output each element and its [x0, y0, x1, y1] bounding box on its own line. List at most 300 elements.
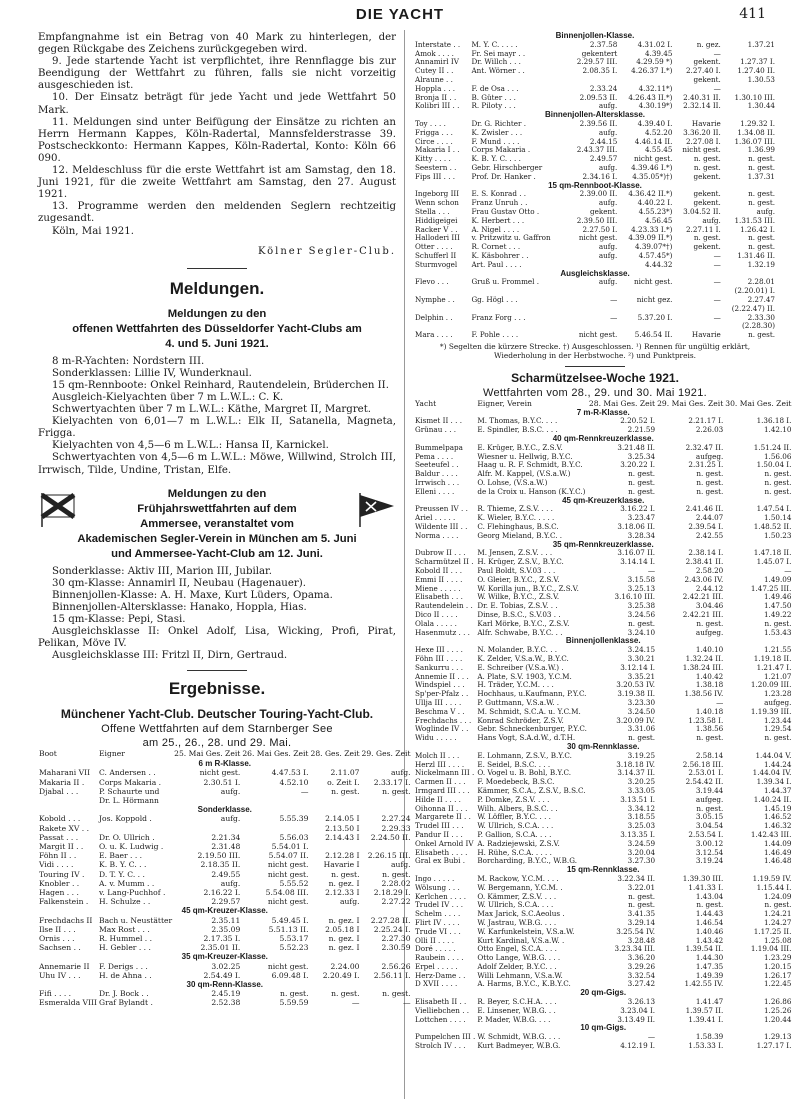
time-cell: 1.22.45	[763, 979, 792, 989]
time-cell: 2.32.47 II.	[685, 442, 724, 452]
yacht-name-cell: Falkenstein .	[39, 897, 89, 907]
entry-paragraph: Ausgleich-Kielyachten über 7 m L.W.L.: C. K.	[52, 391, 284, 403]
time-cell: 2.29.33	[381, 823, 411, 833]
time-cell: 2.26.03	[695, 425, 724, 435]
time-cell: 3.20.53 IV.	[616, 680, 656, 690]
time-cell: 1.21.55	[763, 645, 792, 655]
yacht-name-cell: Wildente III . .	[415, 522, 468, 532]
time-cell: 2.24.50 II.	[370, 832, 411, 842]
yacht-name-cell: Kobold II . . .	[415, 566, 463, 576]
time-cell: 2.12.28 I	[325, 851, 360, 861]
time-cell: 4.32.11*)	[638, 83, 673, 93]
time-cell: 1.53.33 I.	[688, 1041, 724, 1051]
table-row	[414, 314, 776, 323]
yacht-name-cell: Flirt IV . . . .	[415, 917, 460, 927]
time-cell: 1.44.24	[763, 759, 792, 769]
time-cell: 1.51.24 II.	[753, 442, 792, 452]
yacht-name-cell: Toy . . . .	[415, 118, 446, 128]
time-cell: 1.44.30	[695, 953, 724, 963]
owner-cell: H. de Ahna . .	[99, 970, 152, 980]
time-cell: nicht gest.	[633, 277, 673, 287]
time-cell: 1.30.10 III.	[734, 92, 775, 102]
time-cell: 1.37.31	[747, 171, 775, 181]
time-cell	[361, 842, 412, 851]
time-cell: n. gest.	[696, 733, 724, 743]
class-heading-row	[414, 541, 792, 550]
time-cell: 3.19.24	[695, 856, 724, 866]
yacht-name-cell: Widu . . . . .	[415, 733, 457, 743]
owner-cell: W. Wilke, B.Y.C., Z.S.V.	[477, 592, 560, 602]
table-row	[414, 796, 792, 805]
time-cell: n. gest.	[331, 869, 360, 879]
entry-paragraph: Sonderklassen: Lillie IV, Wunderknaul.	[52, 367, 252, 379]
yacht-name-cell: Knobler . .	[39, 878, 80, 888]
time-cell: 3.29.14	[627, 917, 656, 927]
time-cell: n. gez. I	[328, 934, 360, 944]
time-cell: nicht gest.	[267, 869, 309, 879]
yacht-name-cell: Pema . . . .	[415, 451, 454, 461]
entry-paragraph: Kielyachten von 4,5—6 m L.W.L.: Hansa II, Karnickel.	[52, 440, 329, 452]
time-cell: gekentert	[581, 48, 618, 58]
owner-cell: Kämmer, S.C.A., Z.S.V., B.S.C.	[477, 785, 586, 795]
table-row	[414, 331, 776, 340]
time-cell: 1.32.24 II.	[685, 654, 724, 663]
column-header: 29. Ges. Zeit	[361, 749, 411, 759]
class-heading: 35 qm-Kreuzer-Klasse.	[181, 952, 268, 962]
time-cell: 1.23.44	[763, 715, 792, 725]
time-cell: 3.16.22 I.	[620, 504, 656, 514]
table-row	[414, 155, 776, 164]
time-cell: 2.27.40 I.	[685, 66, 721, 76]
yacht-name-cell: Racker V . .	[415, 224, 458, 234]
time-cell: 3.32.54	[627, 970, 656, 980]
time-cell: aufg.	[598, 127, 618, 137]
table-row	[414, 655, 792, 664]
time-cell: 1.34.08 II.	[737, 127, 775, 137]
owner-cell: W. Ullrich, S.C.A. . . .	[477, 821, 554, 831]
time-cell: —	[610, 294, 618, 304]
time-cell: 4.39.45	[644, 48, 673, 58]
owner-cell: de la Croix u. Hanson (K.Y.C.)	[477, 486, 586, 496]
yacht-name-cell: Ingo . . . . .	[415, 873, 455, 883]
yacht-name-cell: Dubrow II . . .	[415, 548, 466, 558]
right-column	[414, 31, 792, 1103]
owner-cell: O. u. K. Ludwig .	[99, 842, 164, 851]
time-cell: 1.40.24 II.	[753, 794, 792, 804]
owner-cell: M. Schmidt, S.C.A. u. Y.C.M.	[477, 706, 581, 716]
table-row	[38, 998, 412, 1007]
time-cell: n. gest.	[280, 989, 309, 999]
separator	[565, 366, 625, 367]
time-cell: n. gez. I	[328, 915, 360, 925]
yacht-name-cell: Lottchen . . . .	[415, 1014, 466, 1024]
table-row	[414, 972, 792, 981]
table-row	[414, 234, 776, 243]
time-cell: 3.18.06 II.	[617, 522, 656, 532]
yacht-name-cell: Seestern . .	[415, 162, 457, 172]
owner-cell: Alfr. Schwabe, B.Y.C. . .	[477, 627, 563, 637]
time-cell: 2.31.25 I.	[688, 460, 724, 470]
time-cell: 1.39.41 I.	[688, 1014, 724, 1024]
table-row	[414, 190, 776, 199]
table-row	[38, 787, 412, 796]
class-heading: 45 qm-Kreuzerklasse.	[562, 495, 645, 505]
yacht-name-cell: Makaria I . .	[415, 145, 460, 155]
owner-cell: C. Andersen . .	[99, 768, 156, 778]
time-cell: 4.55.45	[644, 145, 673, 155]
class-heading: 35 qm-Rennkreuzerklasse.	[552, 539, 654, 549]
asv-title-line: und Ammersee-Yacht-Club am 12. Juni.	[111, 547, 323, 560]
time-cell: 1.26.42 I.	[740, 224, 775, 234]
time-cell: aufg.	[702, 215, 721, 225]
time-cell: n. gest.	[748, 154, 775, 164]
time-cell: gekent.	[693, 74, 721, 84]
time-cell: 1.17.25 II.	[753, 926, 792, 936]
owner-cell: W. Karfunkelstein, V.S.a.W.	[477, 926, 575, 936]
time-cell: 2.43.06 IV.	[684, 574, 724, 584]
time-cell: 3.33.05	[627, 785, 656, 795]
time-cell: gekent.	[590, 206, 618, 216]
time-cell: 4.39.46 I.*)	[631, 162, 673, 172]
time-cell: 1.30.53	[747, 74, 775, 84]
time-cell: 2.35.01 II.	[200, 943, 241, 953]
time-cell: 3.16.10 III.	[614, 592, 656, 602]
time-cell: nicht gest.	[267, 897, 309, 907]
time-cell: 3.25.34	[627, 451, 656, 461]
scharm-subtitle: Wettfahrten vom 28., 29. und 30. Mai 1921.	[483, 386, 707, 399]
dyc-entries	[38, 307, 396, 477]
time-cell: 1.49.46	[763, 592, 792, 602]
yacht-name-cell: Interstate . .	[415, 39, 461, 49]
time-cell: 2.41.46 II.	[685, 504, 724, 514]
time-cell: 1.38.56	[695, 724, 724, 734]
table-row	[414, 954, 792, 963]
time-cell: 4.46.14 II.	[634, 136, 673, 146]
class-heading-row	[38, 805, 412, 814]
time-cell: 2.44.07	[695, 513, 724, 523]
table-row	[38, 778, 412, 787]
yacht-name-cell: Passat . . .	[39, 832, 79, 842]
time-cell: —	[300, 786, 309, 796]
table-row	[38, 971, 412, 980]
yacht-name-cell: Annemarie II	[39, 961, 90, 971]
dyc-title-line: 4. und 5. Juni 1921.	[165, 337, 269, 350]
class-heading: 15 qm-Rennboot-Klasse.	[548, 180, 642, 190]
time-cell: 3.22.01	[627, 882, 656, 892]
time-cell: 3.24.10	[627, 627, 656, 637]
time-cell: 2.37.58	[589, 39, 618, 49]
owner-cell: E. Krüger, B.Y.C., Z.S.V.	[477, 442, 563, 452]
table-row	[414, 752, 792, 761]
time-cell: aufg.	[598, 101, 618, 111]
time-cell: 2.17.35 I.	[203, 934, 241, 944]
owner-cell: W. Ullrich, S.C.A. . . .	[477, 900, 554, 910]
yacht-name-cell: Delphin . .	[415, 312, 453, 322]
time-cell: n. gez. I	[328, 943, 360, 953]
jollen-results-table	[414, 32, 776, 340]
owner-cell: Gebr. Schneckenburger, P.Y.C.	[477, 724, 587, 734]
time-cell: 1.15.44 I.	[756, 882, 792, 892]
yacht-name-cell: Elisabeth . . .	[415, 592, 463, 602]
time-cell: 2.33.30	[747, 312, 775, 322]
time-cell: 2.54.49 I.	[203, 970, 241, 980]
yacht-name-cell: Amok . . . .	[415, 48, 454, 58]
owner-cell: H. Krüger, Z.S.V., B.Y.C.	[477, 557, 564, 567]
time-cell: aufg.	[391, 860, 411, 870]
yacht-name-cell: Ullja III . . . .	[415, 697, 462, 707]
time-cell: 4.44.32	[644, 259, 673, 269]
yacht-name-cell: Kismet II . . .	[415, 416, 462, 426]
time-cell: 1.44.37	[763, 785, 792, 795]
club-flag-icon	[38, 491, 78, 527]
column-header: 25. Mai Ges. Zeit	[174, 749, 241, 759]
time-cell: n. gest.	[696, 900, 724, 910]
time-cell: 2.27.22	[381, 897, 411, 907]
time-cell: 2.05.18 I	[325, 924, 360, 934]
yacht-name-cell: Elisabeth . . . .	[415, 847, 468, 857]
owner-cell: R. Cornet . . .	[471, 242, 521, 252]
time-cell: 1.56.06	[763, 451, 792, 461]
time-cell: 3.24.56	[627, 610, 656, 620]
time-cell: 1.47.18 II.	[753, 548, 792, 558]
yacht-name-cell: Trudel III . . .	[415, 821, 464, 831]
time-cell: 1.37.21	[747, 39, 775, 49]
time-cell: 3.24.50	[627, 706, 656, 716]
time-cell: 1.45.19	[763, 803, 792, 813]
rules-signature: Kölner Segler-Club.	[257, 245, 396, 257]
time-cell: —	[647, 566, 656, 576]
table-row	[38, 888, 412, 897]
entry-paragraph: 15 qm-Klasse: Pepi, Stasi.	[52, 614, 186, 625]
time-cell: 3.14.14 I.	[620, 557, 656, 567]
table-row	[414, 884, 792, 893]
table-row	[414, 611, 792, 620]
time-cell: 2.30.51 I.	[203, 777, 241, 787]
table-row	[38, 925, 412, 934]
time-cell: 3.00.12	[695, 838, 724, 848]
time-cell: 2.45.19	[211, 989, 241, 999]
time-cell: 1.47.25 III.	[750, 583, 792, 593]
time-cell: n. gest.	[764, 478, 792, 488]
yacht-name-cell: Irmgard III . . .	[415, 785, 470, 795]
owner-cell: Max Jarick, S.C.Aeolus .	[477, 909, 565, 919]
table-row	[414, 567, 792, 576]
time-cell	[241, 796, 309, 805]
time-cell: 2.42.21 III.	[682, 610, 724, 620]
time-cell: 5.49.45 I.	[271, 915, 309, 925]
dyc-entry-list	[38, 356, 396, 477]
time-cell: 2.27.11 I.	[685, 224, 721, 234]
table-row	[414, 479, 792, 488]
table-row	[414, 505, 792, 514]
owner-cell: W. Jastrau, W.B.G. . . .	[477, 917, 557, 927]
time-cell: n. gest.	[628, 618, 656, 628]
owner-cell: Dinse, B.S.C., S.V.03 . .	[477, 610, 561, 620]
table-row	[414, 453, 792, 462]
class-heading: 6 m R-Klasse.	[198, 759, 251, 769]
time-cell: 1.29.13	[763, 1032, 792, 1042]
time-cell: 1.39.54 II.	[685, 944, 724, 954]
time-cell: n. gest.	[748, 330, 775, 340]
yacht-name-cell: Annemie II . . .	[415, 671, 469, 681]
entry-paragraph: Schwertyachten von 4,5—6 m L.W.L.: Möwe, Willwind, Strolch III, Irrwisch, Tilde, Undine, Tristan, Elfe.	[38, 452, 396, 476]
time-cell	[309, 842, 360, 851]
column-header: Yacht	[415, 398, 437, 408]
yacht-name-cell: Kitty . . . .	[415, 154, 451, 164]
scharm-results-table	[414, 400, 792, 1051]
owner-cell: M. Rackow, Y.C.M. . . .	[477, 873, 559, 883]
owner-cell: Ant. Wörner . .	[471, 66, 525, 76]
table-row	[38, 989, 412, 998]
page-number: 411	[739, 6, 766, 22]
owner-cell: C. Flehinghaus, B.S.C.	[477, 522, 559, 532]
time-cell: 2.53.54 I.	[688, 829, 724, 839]
club-burgee-icon	[356, 491, 396, 527]
time-cell: 3.18.18 IV.	[616, 759, 656, 769]
owner-cell: Georg Mieland, B.Y.C. .	[477, 530, 563, 540]
table-row	[414, 963, 792, 972]
time-cell: 2.35.11	[211, 915, 241, 925]
time-cell: Havarie I	[323, 860, 360, 870]
time-cell: 2.32.14 II.	[683, 101, 721, 111]
yacht-name-cell: Uhu IV . . .	[39, 970, 81, 980]
time-cell: 1.21.07	[763, 671, 792, 681]
owner-cell: Dr. Willch . . .	[471, 57, 521, 67]
yacht-name-cell: Djabal . . .	[39, 786, 79, 796]
left-column	[38, 32, 411, 1103]
time-cell: —	[351, 998, 360, 1008]
time-cell: 3.05.15	[695, 812, 724, 822]
time-cell: 3.24.59	[627, 838, 656, 848]
time-cell: 2.39.50 III.	[576, 215, 618, 225]
class-heading-row	[38, 759, 412, 768]
time-cell: 1.42.10	[763, 425, 792, 435]
owner-cell: Adolf Zelder, B.Y.C. . .	[477, 961, 557, 971]
yacht-name-cell: Woglinde IV . .	[415, 724, 469, 734]
yacht-name-cell: Baldur . . . .	[415, 469, 458, 479]
yacht-name-cell: Wölsung . . .	[415, 882, 460, 892]
time-cell: 5.54.07 II.	[268, 851, 309, 861]
owner-cell: Max Rost . . .	[99, 924, 150, 934]
yacht-name-cell: Onkel Arnold IV	[415, 838, 474, 848]
yacht-name-cell: Gral ex Bubi .	[415, 856, 466, 866]
time-cell: 5.46.54 II.	[634, 330, 673, 340]
time-cell: n. gest.	[696, 803, 724, 813]
table-row	[414, 243, 776, 252]
asv-title	[84, 487, 350, 532]
time-cell: 2.29.57	[211, 897, 241, 907]
time-cell: 1.47.50	[763, 601, 792, 611]
time-cell: 2.42.55	[695, 530, 724, 540]
time-cell: n. gest.	[693, 162, 721, 172]
time-cell: —	[713, 312, 721, 322]
entry-paragraph: Kielyachten von 6,01—7 m L.W.L.: Elk II, Satanella, Magneta, Frigga.	[38, 416, 396, 440]
yacht-name-cell: Flevo . . .	[415, 277, 449, 287]
owner-cell: O. Vogel u. B. Bohl, B.Y.C.	[477, 768, 572, 778]
separator	[187, 670, 247, 671]
mtyc-results-table	[38, 750, 412, 1007]
regatta-rules	[38, 32, 396, 258]
yacht-name-cell: Hiddigeigei	[415, 215, 458, 225]
yacht-name-cell: Elleni . . . .	[415, 486, 455, 496]
time-cell: 3.12.54	[695, 847, 724, 857]
time-cell: 1.32.19	[747, 259, 775, 269]
time-cell: 4.56.45	[644, 215, 673, 225]
yacht-name-cell: Mara . . . .	[415, 330, 453, 340]
asv-header	[38, 487, 396, 532]
yacht-name-cell: Molch II . . .	[415, 750, 460, 760]
owner-cell: F. Pohle . . . .	[471, 330, 519, 340]
owner-cell: Bach u. Neustätter	[99, 915, 173, 925]
owner-cell: Prof. Dr. Hanker .	[471, 171, 536, 181]
time-cell: 3.12.14 I.	[620, 662, 656, 672]
yacht-name-cell: Touring IV .	[39, 869, 85, 879]
table-header-row	[38, 750, 412, 759]
time-cell: 3.04.46	[695, 601, 724, 611]
time-cell: 1.50.23	[763, 530, 792, 540]
time-cell: n. gest.	[628, 900, 656, 910]
time-cell: 1.50.04 I.	[756, 460, 792, 470]
yacht-name-cell: Seeteufel . .	[415, 460, 459, 470]
owner-cell: Dr. E. Tobias, Z.S.V. . .	[477, 601, 558, 611]
time-cell: 4.52.10	[279, 777, 309, 787]
time-cell: 2.16.22 I.	[203, 888, 241, 898]
time-cell: nicht gest.	[578, 233, 618, 243]
yacht-name-cell: Beschma V . .	[415, 706, 465, 716]
table-row	[38, 796, 412, 805]
time-cell: 2.29.57 III.	[576, 57, 618, 67]
time-cell: 1.46.54	[695, 917, 724, 927]
table-row	[414, 690, 792, 699]
time-cell: 1.46.48	[763, 856, 792, 866]
class-heading: Binnenjollen-Altersklasse.	[544, 110, 646, 120]
class-heading: 45 qm-Kreuzer-Klasse.	[181, 906, 268, 916]
time-cell: 2.40.31 II.	[683, 92, 721, 102]
time-cell: 3.20.22 I.	[620, 460, 656, 470]
column-header: Boot	[39, 749, 57, 759]
time-cell: —	[610, 312, 618, 322]
yacht-name-cell: Trudel IV . . .	[415, 900, 464, 910]
time-cell: aufg.	[340, 897, 360, 907]
time-cell: 3.13.49 II.	[617, 1014, 656, 1024]
time-cell: 3.02.25	[211, 961, 241, 971]
time-cell: 2.34.16 I.	[582, 171, 618, 181]
time-cell: n. gest.	[331, 786, 360, 796]
owner-cell: Kurt Kardinal, V.S.a.W. .	[477, 935, 565, 945]
table-row	[414, 585, 792, 594]
time-cell: nicht gest.	[267, 961, 309, 971]
time-cell: 2.58.20	[695, 566, 724, 576]
table-row	[414, 778, 792, 787]
time-cell: 2.56.26	[381, 961, 411, 971]
ergebnisse-heading: Ergebnisse.	[168, 679, 266, 699]
time-cell: 1.46.52	[763, 812, 792, 822]
time-cell: 2.56.18 III.	[682, 759, 724, 769]
class-heading: 30 qm-Rennklasse.	[566, 741, 640, 751]
time-cell: Havarie	[691, 118, 721, 128]
time-cell: gekent.	[693, 171, 721, 181]
yacht-name-cell: Elisabeth II . .	[415, 997, 467, 1007]
time-cell: 1.38.24 III.	[682, 662, 724, 672]
asv-title-line: Meldungen zu den	[167, 487, 267, 500]
owner-cell: Karl Mörke, B.Y.C., Z.S.V.	[477, 618, 570, 628]
table-row	[38, 916, 412, 925]
class-heading-row	[414, 989, 792, 998]
time-cell: n. gest.	[696, 618, 724, 628]
owner-cell: K. B. Y. C. . . .	[471, 154, 521, 164]
class-heading: Sonderklasse.	[197, 805, 252, 815]
time-cell: 4.52.20	[644, 127, 673, 137]
